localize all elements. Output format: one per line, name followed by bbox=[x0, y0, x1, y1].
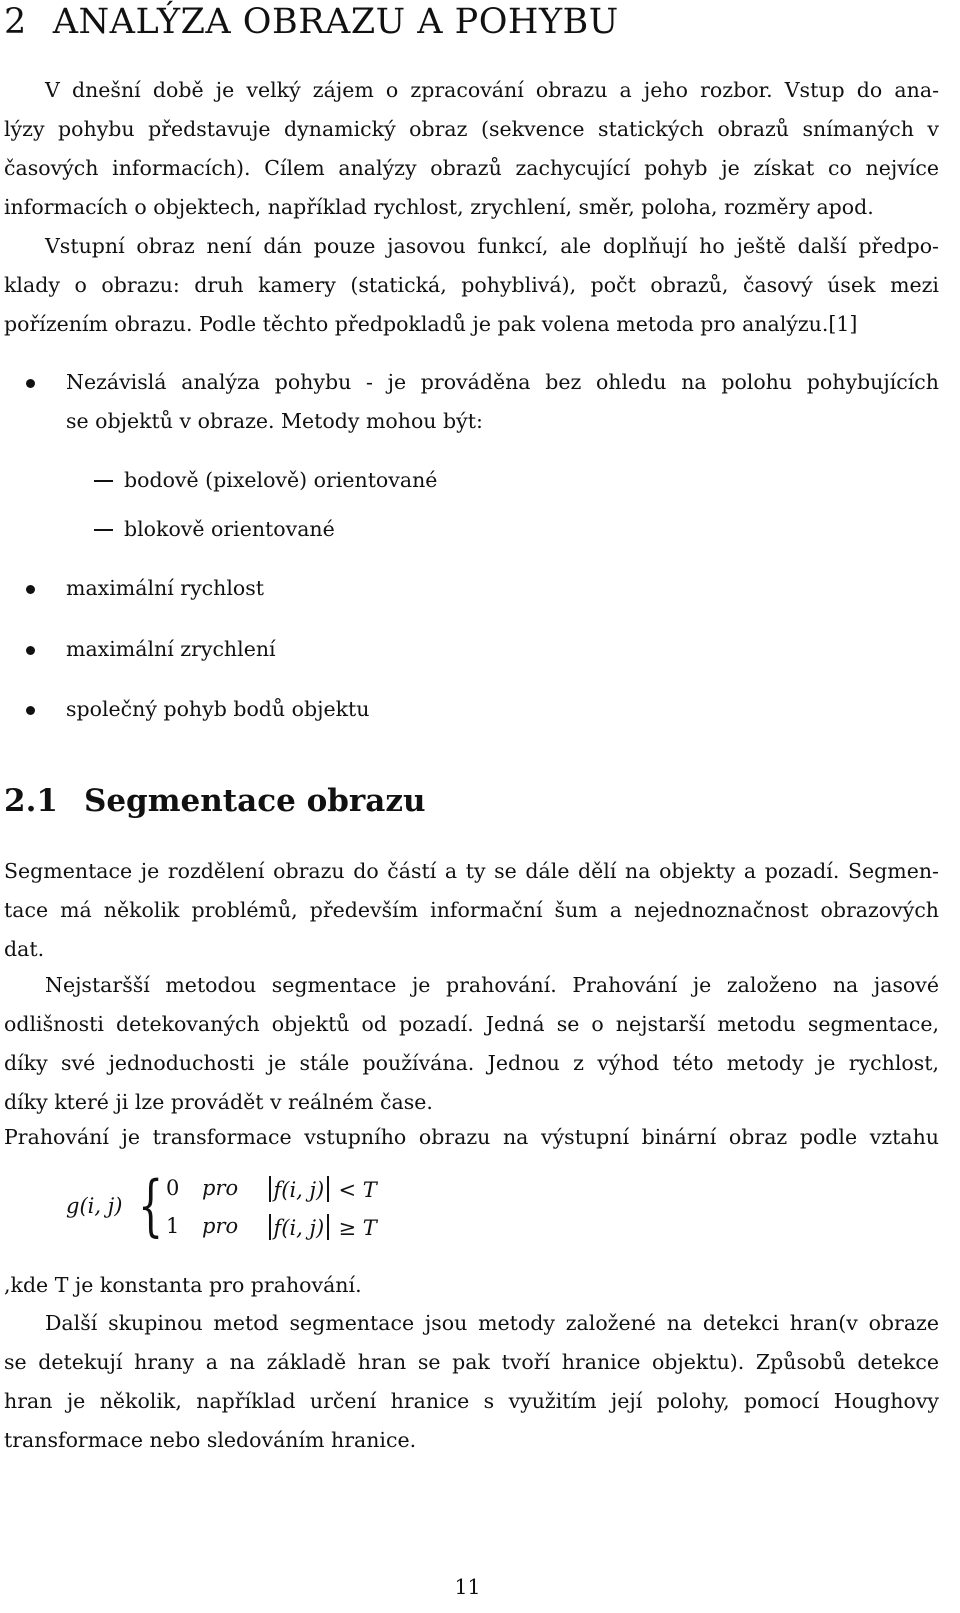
case-condition-word: pro bbox=[202, 1176, 239, 1200]
paragraph-line: klady o obrazu: druh kamery (statická, pohyblivá), počt obrazů, časový úsek mezi bbox=[4, 273, 939, 297]
segmentation-paragraph-4 bbox=[4, 1266, 939, 1305]
paragraph-line: informacích o objektech, například rychlost, zrychlení, směr, poloha, rozměry apod. bbox=[4, 195, 874, 219]
abs-bar-icon bbox=[327, 1176, 329, 1202]
equation-lhs: g(i, j) bbox=[66, 1194, 123, 1218]
abs-bar-icon bbox=[327, 1214, 329, 1240]
section-number: 2.1 bbox=[4, 783, 58, 819]
abs-bar-icon bbox=[269, 1214, 271, 1240]
segmentation-paragraph-5 bbox=[4, 1304, 939, 1460]
case-function: f(i, j) bbox=[273, 1178, 325, 1202]
list-item-line: Nezávislá analýza pohybu - je prováděna bez ohledu na polohu pohybujících bbox=[66, 370, 939, 394]
left-brace-icon: { bbox=[138, 1167, 164, 1244]
page-number: 11 bbox=[454, 1575, 481, 1599]
paragraph-line: Vstupní obraz není dán pouze jasovou funkcí, ale doplňují ho ještě další předpo- bbox=[45, 234, 939, 258]
case-relation: < T bbox=[338, 1178, 377, 1202]
paragraph-line: Segmentace je rozdělení obrazu do částí a ty se dále dělí na objekty a pozadí. Segmen- bbox=[4, 859, 939, 883]
dash-icon bbox=[94, 480, 113, 482]
paragraph-line: Další skupinou metod segmentace jsou metody založené na detekci hran(v obraze bbox=[45, 1311, 939, 1335]
section-heading bbox=[4, 778, 426, 824]
list-item-line: se objektů v obraze. Metody mohou být: bbox=[66, 409, 483, 433]
paragraph-line: tace má několik problémů, především informační šum a nejednoznačnost obrazových bbox=[4, 898, 939, 922]
threshold-equation bbox=[66, 1167, 466, 1252]
paragraph-line: díky své jednoduchosti je stále používána. Jednou z výhod této metody je rychlost, bbox=[4, 1051, 939, 1075]
case-expression bbox=[266, 1176, 377, 1202]
bullet-icon bbox=[26, 379, 35, 388]
paragraph-line: Prahování je transformace vstupního obrazu na výstupní binární obraz podle vztahu bbox=[4, 1125, 939, 1149]
segmentation-paragraph-1 bbox=[4, 852, 939, 969]
list-item-text: maximální zrychlení bbox=[66, 637, 276, 661]
chapter-heading bbox=[4, 0, 619, 44]
paragraph-line: pořízením obrazu. Podle těchto předpokladů je pak volena metoda pro analýzu.[1] bbox=[4, 312, 858, 336]
case-function: f(i, j) bbox=[273, 1216, 325, 1240]
list-item-text: maximální rychlost bbox=[66, 576, 264, 600]
bullet-icon bbox=[26, 706, 35, 715]
paragraph-line: dat. bbox=[4, 937, 45, 961]
bullet-icon bbox=[26, 585, 35, 594]
case-condition-word: pro bbox=[202, 1214, 239, 1238]
segmentation-paragraph-2 bbox=[4, 966, 939, 1122]
case-relation: ≥ T bbox=[338, 1216, 377, 1240]
sub-list-item-text: blokově orientované bbox=[124, 517, 335, 541]
list-item-text: společný pohyb bodů objektu bbox=[66, 697, 370, 721]
segmentation-paragraph-3 bbox=[4, 1118, 939, 1157]
sub-list-item-text: bodově (pixelově) orientované bbox=[124, 468, 438, 492]
section-title-text: Segmentace obrazu bbox=[83, 783, 426, 819]
dash-icon bbox=[94, 529, 113, 531]
chapter-title-text: ANALÝZA OBRAZU A POHYBU bbox=[52, 2, 619, 42]
paragraph-line: transformace nebo sledováním hranice. bbox=[4, 1428, 417, 1452]
paragraph-line: lýzy pohybu představuje dynamický obraz (sekvence statických obrazů snímaných v bbox=[4, 117, 939, 141]
chapter-number: 2 bbox=[4, 2, 27, 42]
abs-bar-icon bbox=[269, 1176, 271, 1202]
paragraph-line: odlišnosti detekovaných objektů od pozadí. Jedná se o nejstarší metodu segmentace, bbox=[4, 1012, 939, 1036]
case-value: 0 bbox=[166, 1176, 180, 1200]
paragraph-line: ,kde T je konstanta pro prahování. bbox=[4, 1273, 362, 1297]
paragraph-line: hran je několik, například určení hranice s využitím její polohy, pomocí Houghovy bbox=[4, 1389, 939, 1413]
paragraph-line: Nejstaršší metodou segmentace je prahování. Prahování je založeno na jasové bbox=[45, 973, 939, 997]
case-expression bbox=[266, 1214, 377, 1240]
bullet-icon bbox=[26, 646, 35, 655]
intro-paragraph bbox=[4, 71, 939, 344]
paragraph-line: časových informacích). Cílem analýzy obrazů zachycující pohyb je získat co nejvíce bbox=[4, 156, 939, 180]
paragraph-line: díky které ji lze provádět v reálném čase. bbox=[4, 1090, 433, 1114]
case-value: 1 bbox=[166, 1214, 180, 1238]
paragraph-line: se detekují hrany a na základě hran se pak tvoří hranice objektu). Způsobů detekce bbox=[4, 1350, 939, 1374]
list-item bbox=[66, 363, 939, 441]
paragraph-line: V dnešní době je velký zájem o zpracování obrazu a jeho rozbor. Vstup do ana- bbox=[45, 78, 939, 102]
